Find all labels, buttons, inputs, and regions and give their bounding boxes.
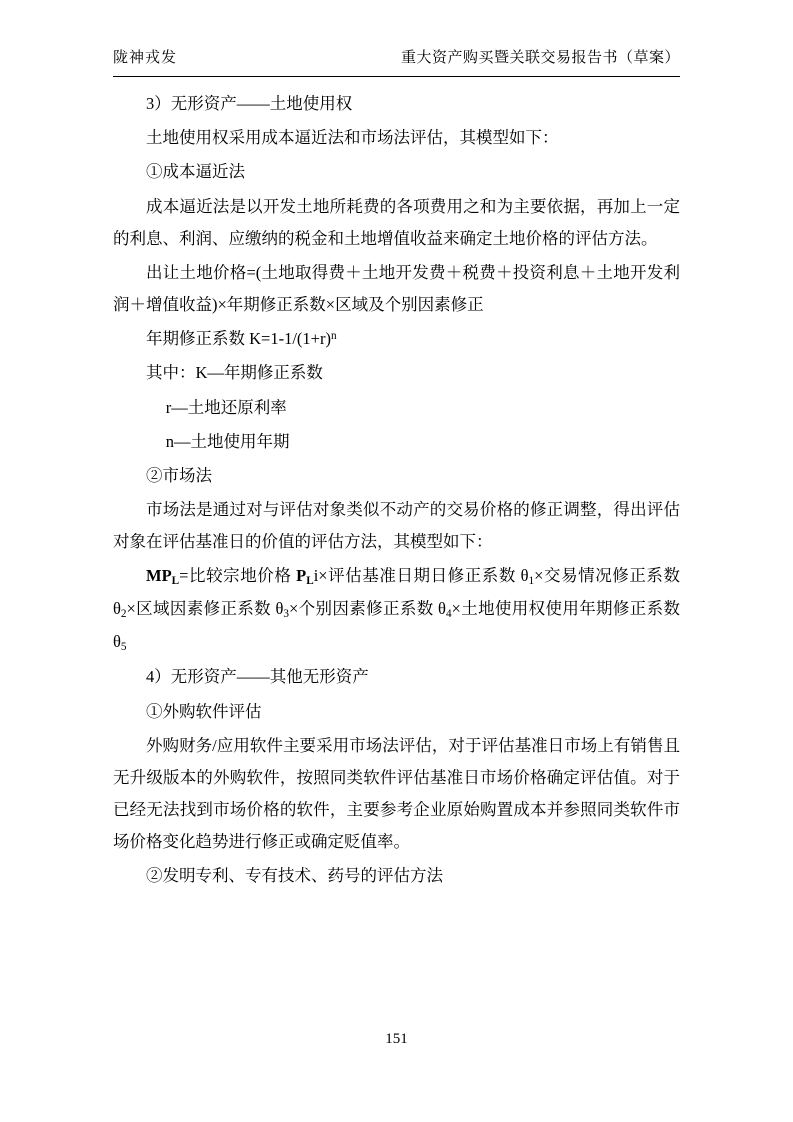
paragraph: 出让土地价格=(土地取得费＋土地开发费＋税费＋投资利息＋土地开发利润＋增值收益)×年期修正系数×区域及个别因素修正	[113, 262, 680, 315]
header-divider	[113, 76, 680, 77]
paragraph: $MP_L=$比较宗地价格 $P_Li\times$评估基准日期日修正系数 $\theta_1\times$交易情况修正系数 $\theta_2\times$区域因素修正系数 $\theta_3\times$个别因素修正系数 $\theta_4\times$土地使用权使用年期修正系数 $\theta_5$	[113, 566, 680, 654]
paragraph: 其中：K—年期修正系数	[146, 363, 323, 383]
document-body	[113, 88, 680, 895]
header-document-title: 重大资产购买暨关联交易报告书（草案）	[400, 50, 680, 66]
paragraph: r—土地还原利率	[165, 397, 287, 417]
paragraph: ①成本逼近法	[146, 162, 245, 182]
paragraph: 年期修正系数 $K=1-1/(1+r)^n$	[146, 329, 337, 349]
paragraph: ②发明专利、专有技术、药号的评估方法	[146, 866, 443, 886]
paragraph: ①外购软件评估	[146, 701, 262, 721]
paragraph: 土地使用权采用成本逼近法和市场法评估，其模型如下：	[146, 128, 559, 148]
paragraph: ②市场法	[146, 465, 212, 485]
paragraph: 成本逼近法是以开发土地所耗费的各项费用之和为主要依据，再加上一定的利息、利润、应缴纳的税金和土地增值收益来确定土地价格的评估方法。	[113, 196, 680, 248]
paragraph: n—土地使用年期	[165, 431, 290, 451]
paragraph: 3）无形资产——土地使用权	[146, 94, 353, 113]
header-company-name: 陇神戎发	[113, 50, 178, 66]
paragraph: 4）无形资产——其他无形资产	[146, 667, 369, 687]
page-number: 151	[385, 1031, 408, 1047]
paragraph: 市场法是通过对与评估对象类似不动产的交易价格的修正调整，得出评估对象在评估基准日的价值的评估方法，其模型如下：	[113, 500, 680, 552]
paragraph: 外购财务/应用软件主要采用市场法评估，对于评估基准日市场上有销售且无升级版本的外购软件，按照同类软件评估基准日市场价格确定评估值。对于已经无法找到市场价格的软件，主要参考企业原始购置成本并参照同类软件市场价格变化趋势进行修正或确定贬值率。	[113, 735, 680, 852]
page-header	[113, 46, 680, 67]
